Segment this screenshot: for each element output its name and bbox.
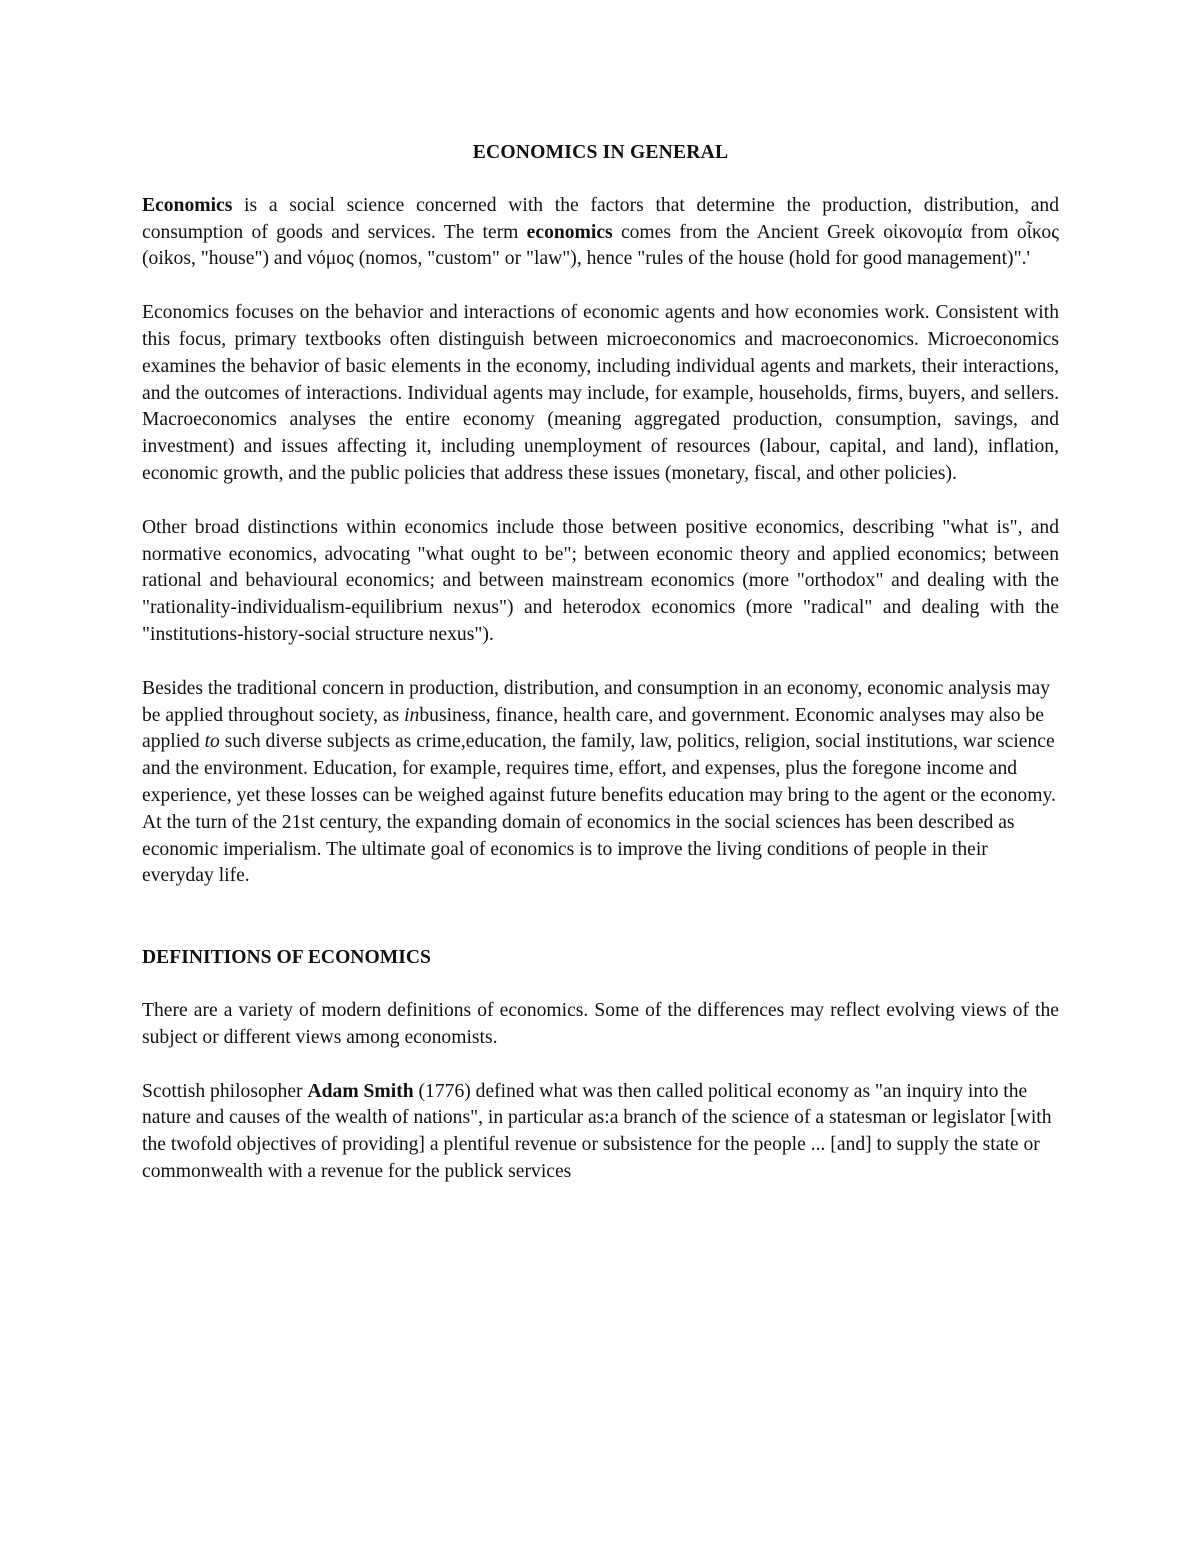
paragraph-text: (1776) defined what was then called political economy as "an inquiry into the nature and causes of the wealth of nations", in particular as:a branch of the science of a statesman or legislator [with the twofold objectives of providing] a plentiful revenue or subsistence for the people ... [and] to supply the state or commonwealth with a revenue for the publick services	[142, 1080, 1052, 1182]
document-page	[142, 140, 1059, 1213]
italic-word: in	[404, 704, 420, 726]
paragraph-text: such diverse subjects as crime,education, the family, law, politics, religion, social institutions, war science and the environment. Education, for example, requires time, effort, and expenses, plus the foregone income and experience, yet these losses can be weighed against future benefits education may bring to the agent or the economy. At the turn of the 21st century, the expanding domain of economics in the social sciences has been described as economic imperialism. The ultimate goal of economics is to improve the living conditions of people in their everyday life.	[142, 731, 1056, 887]
paragraph-text: is a social science concerned with the factors that determine the production, distribution, and consumption of goods and services. The term	[142, 194, 1059, 243]
document-title: ECONOMICS IN GENERAL	[472, 142, 729, 163]
paragraph-text: business, finance, health care, and government. Economic analyses may also be applied	[142, 704, 1044, 753]
paragraph-micro-macro: Economics focuses on the behavior and interactions of economic agents and how economies work. Consistent with this focus, primary textbooks often distinguish between microeconomics and macroeconomics. Microeconomics examines the behavior of basic elements in the economy, including individual agents and markets, their interactions, and the outcomes of interactions. Individual agents may include, for example, households, firms, buyers, and sellers. Macroeconomics analyses the entire economy (meaning aggregated production, consumption, savings, and investment) and issues affecting it, including unemployment of resources (labour, capital, and land), inflation, economic growth, and the public policies that address these issues (monetary, fiscal, and other policies).	[142, 302, 1059, 484]
paragraph-applications	[142, 676, 1059, 890]
paragraph-modern-definitions: There are a variety of modern definitions of economics. Some of the differences may reflect evolving views of the subject or different views among economists.	[142, 999, 1059, 1048]
term-economics-2: economics	[526, 221, 613, 243]
paragraph-economics-definition	[142, 193, 1059, 273]
paragraph-text: comes from the Ancient Greek οἰκονομία from οἶκος (oikos, "house") and νόμος (nomos, "custom" or "law"), hence "rules of the house (hold for good management)".'	[142, 221, 1059, 270]
italic-word: to	[204, 731, 220, 753]
paragraph-distinctions: Other broad distinctions within economics include those between positive economics, describing "what is", and normative economics, advocating "what ought to be"; between economic theory and applied economics; between rational and behavioural economics; and between mainstream economics (more "orthodox" and dealing with the "rationality-individualism-equilibrium nexus") and heterodox economics (more "radical" and dealing with the "institutions-history-social structure nexus").	[142, 516, 1059, 645]
section-heading-definitions: DEFINITIONS OF ECONOMICS	[142, 947, 431, 969]
term-economics: Economics	[142, 194, 233, 216]
paragraph-adam-smith	[142, 1079, 1059, 1186]
paragraph-text: Scottish philosopher	[142, 1080, 308, 1102]
person-name: Adam Smith	[307, 1080, 414, 1102]
paragraph-text: Besides the traditional concern in production, distribution, and consumption in an economy, economic analysis may be applied throughout society, as	[142, 677, 1051, 726]
